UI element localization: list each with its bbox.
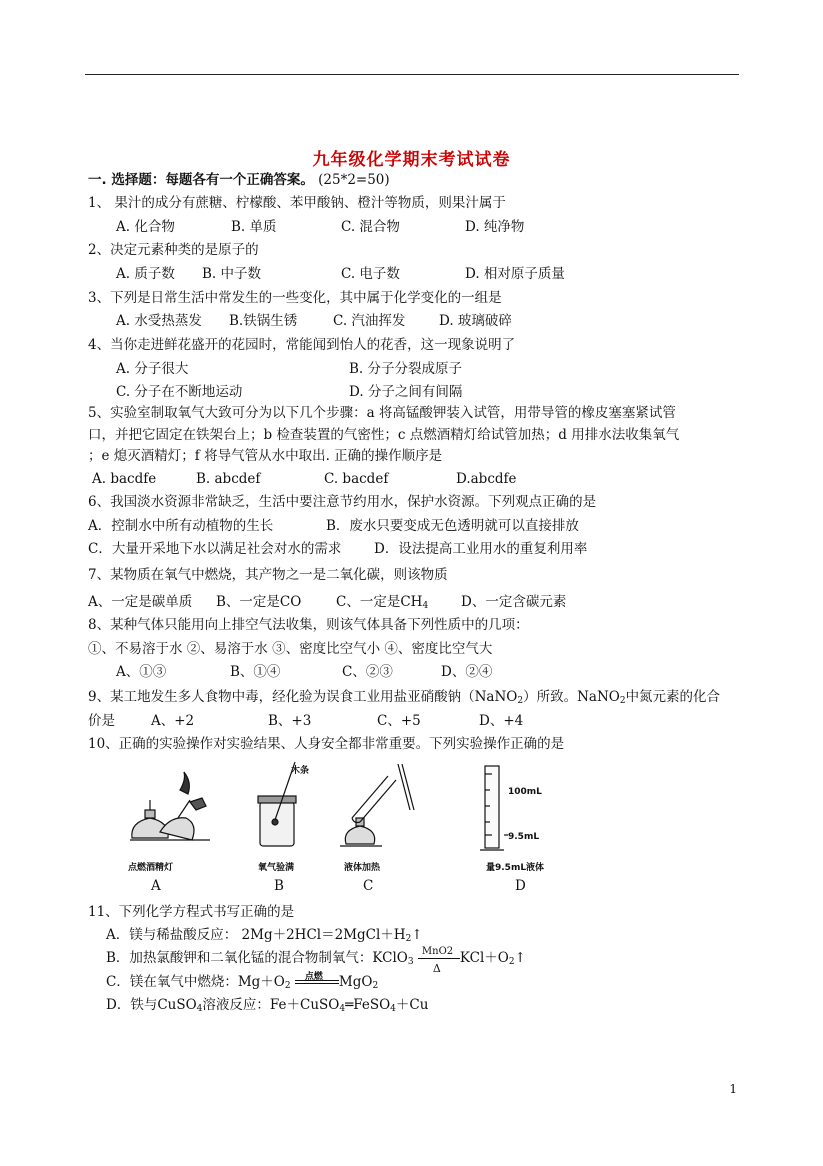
q5-option-c: C. bacdef bbox=[324, 471, 389, 487]
q4-option-c: C. 分子在不断地运动 bbox=[116, 384, 243, 400]
q11-option-a bbox=[106, 925, 423, 949]
fig-a-alcohol-lamps bbox=[130, 772, 210, 840]
fig-c-letter: C bbox=[363, 878, 374, 894]
fig-c-liquid-heating bbox=[340, 764, 414, 846]
q3-option-d: D. 玻璃破碎 bbox=[439, 313, 512, 329]
q6-option-a: A．控制水中所有动植物的生长 bbox=[88, 518, 274, 534]
q10-figures bbox=[120, 760, 560, 860]
fig-d-letter: D bbox=[515, 878, 526, 894]
q2-option-b: B. 中子数 bbox=[202, 266, 262, 282]
fig-d-caption: 量9.5mL液体 bbox=[486, 863, 545, 873]
q9-option-c: C、+5 bbox=[377, 713, 421, 729]
q8-option-c: C、②③ bbox=[342, 664, 393, 680]
fig-b-letter: B bbox=[274, 878, 284, 894]
q2-stem: 2、决定元素种类的是原子的 bbox=[88, 242, 259, 258]
q1-option-b: B. 单质 bbox=[231, 219, 277, 235]
equation-bar-top bbox=[295, 980, 339, 981]
q8-option-b: B、①④ bbox=[230, 664, 281, 680]
q3-option-c: C. 汽油挥发 bbox=[333, 313, 406, 329]
q11-option-a-sub: 2 bbox=[405, 934, 412, 944]
equation-bar-bottom bbox=[295, 983, 339, 984]
reaction-condition-arrow bbox=[418, 946, 460, 975]
section-heading bbox=[88, 170, 390, 190]
q6-option-b: B．废水只要变成无色透明就可以直接排放 bbox=[326, 518, 579, 534]
exam-title: 九年级化学期末考试试卷 bbox=[312, 150, 511, 170]
q3-option-b: B.铁锅生锈 bbox=[229, 313, 298, 329]
q11-option-c bbox=[106, 972, 378, 996]
q4-stem: 4、当你走进鲜花盛开的花园时，常能闻到怡人的花香，这一现象说明了 bbox=[88, 337, 516, 353]
q9-line1-part3: 中氮元素的化合 bbox=[625, 689, 721, 705]
q9-line1-part1: 9、某工地发生多人食物中毒，经化验为误食工业用盐亚硝酸钠（NaNO bbox=[88, 689, 518, 705]
header-rule bbox=[85, 74, 739, 75]
q5-line3: ；e 熄灭酒精灯；f 将导气管从水中取出. 正确的操作顺序是 bbox=[88, 448, 443, 464]
q2-option-a: A. 质子数 bbox=[116, 266, 175, 282]
q9-line2-text: 价是 bbox=[88, 713, 115, 729]
q11-option-d-text: D．铁与CuSO bbox=[106, 997, 197, 1013]
up-arrow-icon: ↑ bbox=[514, 950, 526, 966]
q8-option-d: D、②④ bbox=[441, 664, 493, 680]
fig-d-graduated-cylinder bbox=[480, 766, 508, 850]
q11-option-d-mid2: ═FeSO bbox=[345, 997, 391, 1013]
q11-option-d bbox=[106, 995, 428, 1019]
q9-line2 bbox=[88, 711, 524, 731]
q5-option-a: A. bacdfe bbox=[92, 471, 157, 487]
q9-line1 bbox=[88, 687, 720, 711]
fig-d-top-mark: 100mL bbox=[508, 787, 542, 797]
fig-d-mark: 9.5mL bbox=[508, 832, 540, 842]
q1-option-d: D. 纯净物 bbox=[465, 219, 525, 235]
q7-option-b: B、一定是CO bbox=[216, 594, 302, 610]
q11-option-a-text: A．镁与稀盐酸反应： 2Mg＋2HCl＝2MgCl＋H bbox=[106, 927, 406, 943]
q1-option-c: C. 混合物 bbox=[341, 219, 400, 235]
q5-option-b: B. abcdef bbox=[196, 471, 261, 487]
q8-stem: 8、某种气体只能用向上排空气法收集，则该气体具备下列性质中的几项： bbox=[88, 617, 529, 633]
q3-option-a: A. 水受热蒸发 bbox=[116, 313, 202, 329]
q7-option-c bbox=[336, 592, 428, 616]
ignite-condition-arrow bbox=[295, 972, 339, 992]
q1-stem: 1、 果汁的成分有蔗糖、柠檬酸、苯甲酸钠、橙汁等物质，则果汁属于 bbox=[88, 195, 506, 211]
q2-option-c: C. 电子数 bbox=[341, 266, 400, 282]
q11-option-b-sub: 3 bbox=[407, 957, 414, 967]
q8-props: ①、不易溶于水 ②、易溶于水 ③、密度比空气小 ④、密度比空气大 bbox=[88, 641, 493, 657]
q11-option-b-text: B．加热氯酸钾和二氧化锰的混合物制氧气：KClO bbox=[106, 950, 408, 966]
q7-stem: 7、某物质在氧气中燃烧，其产物之一是二氧化碳，则该物质 bbox=[88, 567, 448, 583]
heat-symbol: Δ bbox=[432, 962, 441, 975]
fig-b-stick-label: 木条 bbox=[291, 766, 310, 776]
q10-stem: 10、正确的实验操作对实验结果、人身安全都非常重要。下列实验操作正确的是 bbox=[88, 736, 565, 752]
fig-b-caption: 氧气验满 bbox=[258, 863, 295, 873]
fig-a-letter: A bbox=[151, 878, 161, 894]
q7-option-d: D、一定含碳元素 bbox=[461, 594, 567, 610]
q6-stem: 6、我国淡水资源非常缺乏，生活中要注意节约用水，保护水资源。下列观点正确的是 bbox=[88, 494, 597, 510]
q4-option-d: D. 分子之间有间隔 bbox=[349, 384, 463, 400]
q9-line1-part2: ）所致。NaNO bbox=[523, 689, 620, 705]
q5-line1: 5、实验室制取氧气大致可分为以下几个步骤：a 将高锰酸钾装入试管，用带导管的橡皮塞塞紧试管 bbox=[88, 405, 676, 421]
q9-sub1: 2 bbox=[517, 696, 524, 706]
fig-c-caption: 液体加热 bbox=[344, 863, 381, 873]
q11-option-d-mid: 溶液反应：Fe＋CuSO bbox=[202, 997, 340, 1013]
q11-option-c-post: MgO bbox=[338, 974, 373, 990]
q1-option-a: A. 化合物 bbox=[116, 219, 175, 235]
q11-option-d-sub2: 4 bbox=[339, 1004, 346, 1014]
q11-option-c-sub2: 2 bbox=[372, 981, 379, 991]
up-arrow-icon: ↑ bbox=[411, 927, 423, 943]
q4-option-a: A. 分子很大 bbox=[116, 361, 189, 377]
section-score: (25*2=50) bbox=[318, 172, 390, 188]
q5-option-d: D.abcdfe bbox=[456, 471, 517, 487]
q7-option-c-sub: 4 bbox=[422, 601, 429, 611]
q11-option-b-sub2: 2 bbox=[508, 957, 515, 967]
q9-option-d: D、+4 bbox=[479, 713, 524, 729]
q4-option-b: B. 分子分裂成原子 bbox=[349, 361, 463, 377]
catalyst-label: MnO2 bbox=[421, 946, 454, 957]
q6-option-d: D．设法提高工业用水的重复利用率 bbox=[374, 541, 588, 557]
fig-a-caption: 点燃酒精灯 bbox=[128, 863, 174, 873]
q11-option-d-sub: 4 bbox=[196, 1004, 203, 1014]
q6-option-c: C．大量开采地下水以满足社会对水的需求 bbox=[88, 541, 342, 557]
q7-option-c-text: C、一定是CH bbox=[336, 594, 423, 610]
q3-stem: 3、下列是日常生活中常发生的一些变化，其中属于化学变化的一组是 bbox=[88, 290, 502, 306]
q9-sub2: 2 bbox=[619, 696, 626, 706]
q9-option-a: A、+2 bbox=[151, 713, 195, 729]
ignite-label: 点燃 bbox=[304, 972, 323, 982]
q9-option-b: B、+3 bbox=[268, 713, 312, 729]
q11-stem: 11、下列化学方程式书写正确的是 bbox=[88, 904, 295, 920]
q11-option-d-sub3: 4 bbox=[390, 1004, 396, 1014]
q7-option-a: A、一定是碳单质 bbox=[88, 594, 193, 610]
q11-option-b-post: KCl＋O bbox=[459, 950, 509, 966]
q11-option-c-sub: 2 bbox=[284, 981, 291, 991]
q5-line2: 口，并把它固定在铁架台上；b 检查装置的气密性；c 点燃酒精灯给试管加热；d 用排水法收集氧气 bbox=[88, 427, 680, 443]
q2-option-d: D. 相对原子质量 bbox=[465, 266, 565, 282]
q11-option-d-post: ＋Cu bbox=[395, 997, 429, 1013]
q11-option-c-text: C．镁在氧气中燃烧：Mg＋O bbox=[106, 974, 285, 990]
q8-option-a: A、①③ bbox=[116, 664, 167, 680]
page-number: 1 bbox=[729, 1082, 737, 1096]
section-heading-text: 一. 选择题：每题各有一个正确答案。 bbox=[88, 172, 314, 188]
